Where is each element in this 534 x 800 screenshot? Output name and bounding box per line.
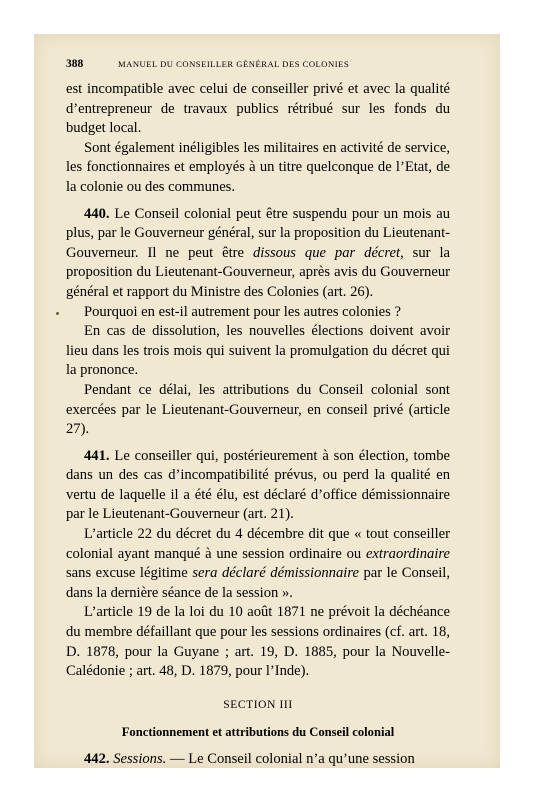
- article-441: 441. Le conseiller qui, postérieurement à son élection, tombe dans un des cas d’incompatibilité prévus, ou perd la qualité en vertu de laquelle il a été élu, est déclaré d’office démissionnaire par le Lieutenant-Gouverneur (art. 21).: [66, 447, 450, 523]
- article-440: 440. Le Conseil colonial peut être suspendu pour un mois au plus, par le Gouverneur général, sur la proposition du Lieutenant-Gouverneur. Il ne peut être dissous que par décret, sur la proposition du Lieutenant-Gouverneur, après avis du Gouverneur général et rapport du Ministre des Colonies (art. 26).: [66, 205, 450, 300]
- section-subtitle: Fonctionnement et attributions du Conseil colonial: [121, 725, 395, 740]
- emphasis: dissous que par décret: [252, 244, 401, 261]
- emphasis: sera déclaré démissionnaire: [192, 565, 359, 582]
- article-442: 442. Sessions. — Le Conseil colonial n’a qu’une session: [84, 751, 415, 767]
- paragraph-decree: L’article 22 du décret du 4 décembre dit que « tout conseiller colonial ayant manqué à une session ordinaire ou extraordinaire sans excuse légitime sera déclaré démissionnaire par le Conseil, dans la dernière séance de la session ».: [66, 526, 451, 601]
- paragraph-law: L’article 19 de la loi du 10 août 1871 ne prévoit la déchéance du membre défaillant que pour les sessions ordinaires (cf. art. 18, D. 1878, pour la Guyane ; art. 19, D. 1885, pour la Nouvelle-Calédonie ; art. 48, D. 1879, pour l’Inde).: [66, 604, 450, 680]
- margin-mark: [56, 312, 59, 315]
- emphasis: extraordinaire: [365, 545, 450, 562]
- running-header: [66, 58, 448, 72]
- running-title: MANUEL DU CONSEILLER GÉNÉRAL DES COLONIES: [118, 59, 350, 69]
- paragraph-continuation: est incompatible avec celui de conseiller privé et avec la qualité d’entrepreneur de travaux publics rétribué sur les fonds du budget local.: [66, 81, 450, 137]
- paragraph-dissolution: En cas de dissolution, les nouvelles élections doivent avoir lieu dans les trois mois qui suivent la promulgation du décret qui la prononce.: [66, 323, 450, 379]
- emphasis: Sessions.: [109, 751, 167, 767]
- article-number: 442.: [84, 751, 110, 767]
- page-body: [66, 80, 450, 770]
- paragraph-question: Pourquoi en est-il autrement pour les autres colonies ?: [84, 303, 401, 320]
- article-number: 441.: [84, 447, 110, 464]
- section-title: SECTION III: [223, 698, 293, 711]
- page-number: 388: [66, 58, 84, 70]
- paragraph-ineligibility: Sont également inéligibles les militaires en activité de service, les fonctionnaires et employés à un titre quelconque de l’Etat, de la colonie ou des communes.: [66, 139, 450, 195]
- article-number: 440.: [84, 205, 110, 222]
- paragraph-delay: Pendant ce délai, les attributions du Conseil colonial sont exercées par le Lieutenant-Gouverneur, en conseil privé (article 27).: [66, 381, 450, 438]
